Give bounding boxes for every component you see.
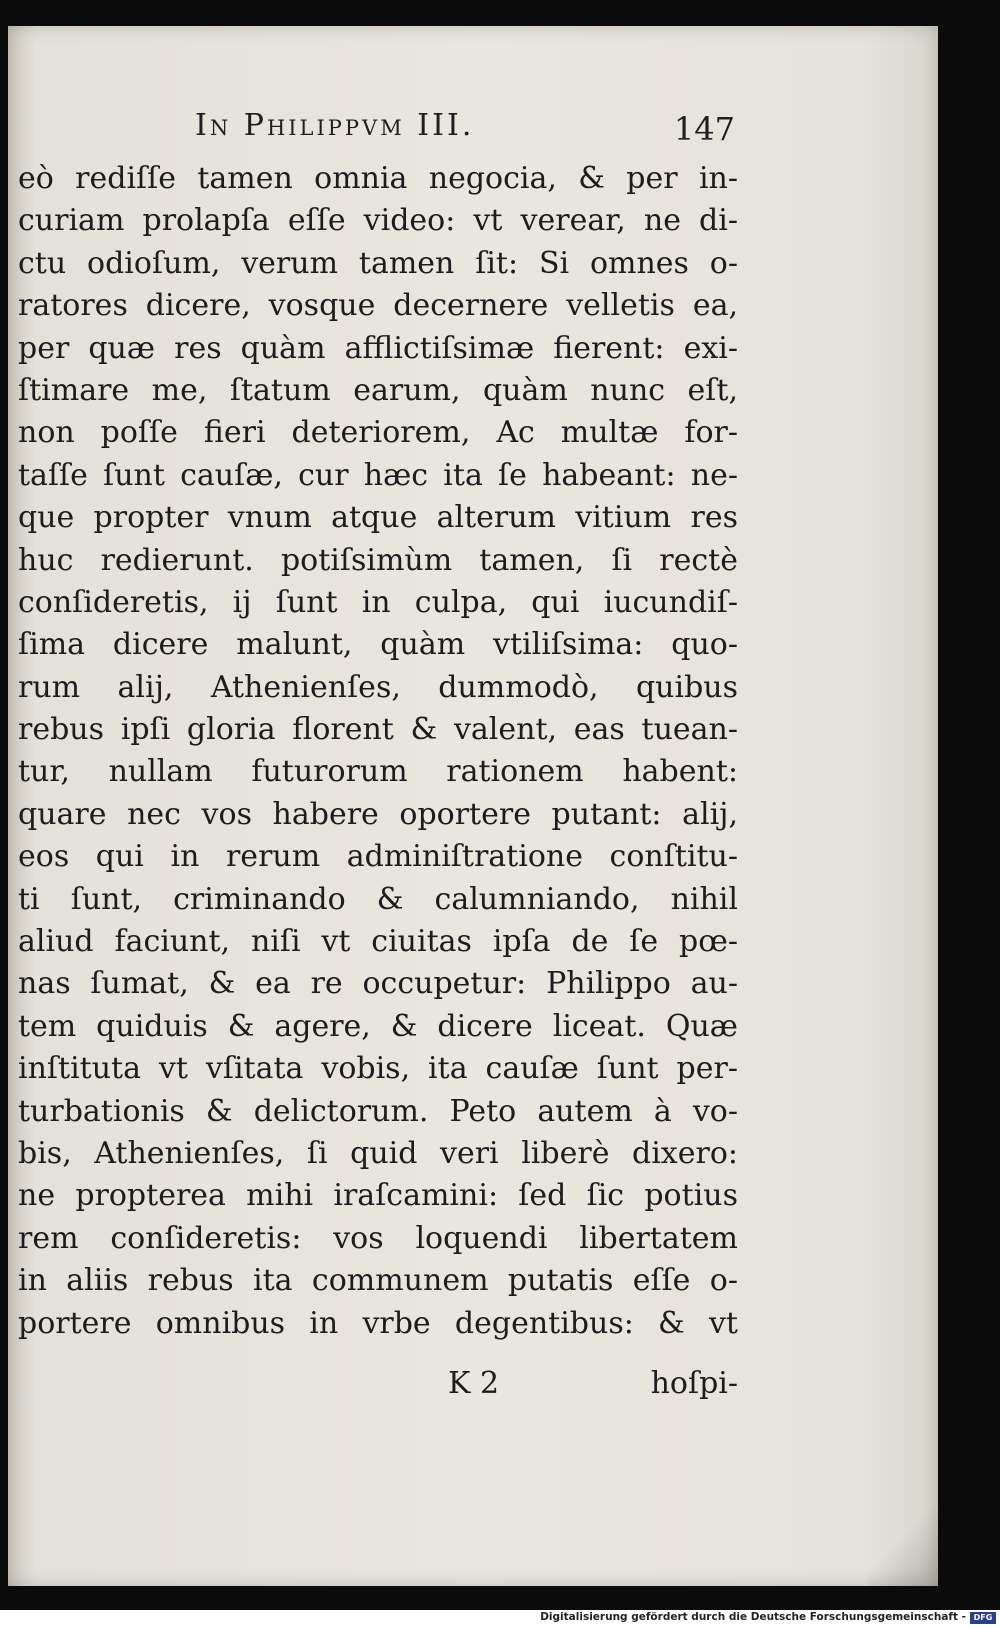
funding-credit: Digitalisierung gefördert durch die Deutsche Forschungsgemeinschaft - <box>540 1611 966 1623</box>
text-line: rum alij, Athenienſes, dummodò, quibus <box>18 669 738 705</box>
text-line: ratores dicere, vosque decernere velletis ea, <box>18 288 738 324</box>
text-line: turbationis & delictorum. Peto autem à vo- <box>18 1093 738 1129</box>
text-line: curiam prolapſa eſſe video: vt verear, ne di- <box>18 203 738 239</box>
text-line: rebus ipſi gloria florent & valent, eas tuean- <box>18 712 738 748</box>
text-line: ſtimare me, ſtatum earum, quàm nunc eſt, <box>18 372 738 408</box>
text-line: per quæ res quàm afflictiſsimæ fierent: exi- <box>18 330 738 366</box>
text-line: ne propterea mihi iraſcamini: ſed ſic potius <box>18 1178 738 1214</box>
text-line: non poſſe fieri deteriorem, Ac multæ for- <box>18 415 738 451</box>
page-header <box>195 108 735 152</box>
page-corner-shadow <box>868 1466 938 1586</box>
catchword: hoſpi- <box>650 1366 738 1401</box>
text-line: que propter vnum atque alterum vitium res <box>18 500 738 536</box>
text-line: tur, nullam futurorum rationem habent: <box>18 754 738 790</box>
text-line: portere omnibus in vrbe degentibus: & vt <box>18 1305 738 1341</box>
text-line: in aliis rebus ita communem putatis eſſe o- <box>18 1263 738 1299</box>
text-line: ti ſunt, criminando & calumniando, nihil <box>18 881 738 917</box>
text-line: eos qui in rerum adminiſtratione conſtitu- <box>18 839 738 875</box>
text-line: tem quiduis & agere, & dicere liceat. Quæ <box>18 1008 738 1044</box>
credit-strip <box>0 1610 1000 1627</box>
body-text <box>18 158 738 1345</box>
text-line: ſima dicere malunt, quàm vtiliſsima: quo- <box>18 627 738 663</box>
page-number: 147 <box>673 110 735 148</box>
text-line: nas ſumat, & ea re occupetur: Philippo au- <box>18 966 738 1002</box>
text-line: quare nec vos habere oportere putant: alij, <box>18 796 738 832</box>
text-line: eò rediſſe tamen omnia negocia, & per in- <box>18 161 738 196</box>
page-footer <box>18 1366 738 1410</box>
text-line: taſſe ſunt cauſæ, cur hæc ita ſe habeant: ne- <box>18 457 738 493</box>
signature-mark: K 2 <box>448 1366 500 1401</box>
text-line: huc redierunt. potiſsimùm tamen, ſi rectè <box>18 542 738 578</box>
text-line: rem conſideretis: vos loquendi libertatem <box>18 1220 738 1256</box>
text-line: ctu odioſum, verum tamen ſit: Si omnes o- <box>18 245 738 281</box>
running-title: In Philippvm III. <box>195 108 475 143</box>
text-line: inſtituta vt vſitata vobis, ita cauſæ ſunt per- <box>18 1051 738 1087</box>
dfg-logo-icon: DFG <box>970 1612 996 1624</box>
text-line: aliud faciunt, niſi vt ciuitas ipſa de ſe pœ- <box>18 924 738 960</box>
text-line: conſideretis, ij ſunt in culpa, qui iucundiſ- <box>18 584 738 620</box>
text-line: bis, Athenienſes, ſi quid veri liberè dixero: <box>18 1135 738 1171</box>
